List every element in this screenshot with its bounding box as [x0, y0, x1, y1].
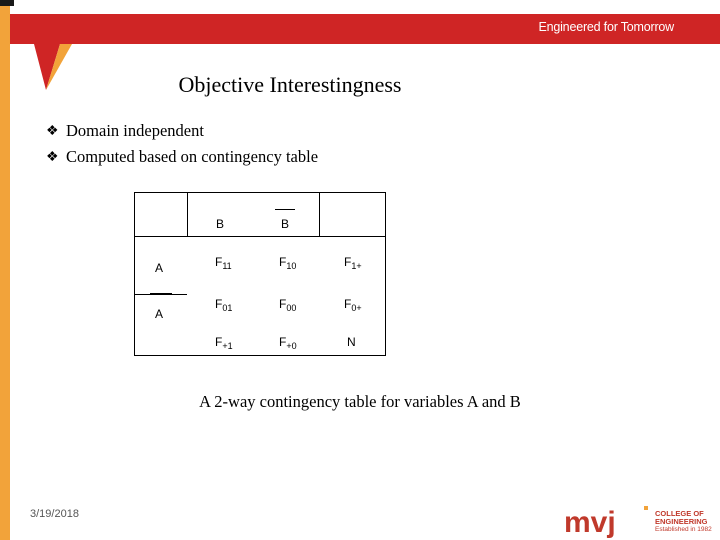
negation-overbar: [275, 209, 295, 210]
contingency-table: [134, 192, 386, 356]
slide-date: 3/19/2018: [30, 508, 79, 520]
logo-line: ENGINEERING: [655, 517, 708, 526]
bullet-list: [46, 118, 318, 170]
logo-line: Established in 1982: [655, 526, 712, 533]
bullet-text: Domain independent: [66, 121, 204, 140]
brand-tagline: Engineered for Tomorrow: [538, 20, 674, 34]
table-cell: N: [347, 335, 356, 349]
diamond-bullet-icon: ❖: [46, 123, 59, 139]
bullet-item: [46, 144, 318, 170]
col-header-not-b: B: [281, 217, 290, 231]
table-cell: $F_{11}$: [215, 255, 232, 271]
bullet-text: Computed based on contingency table: [66, 147, 319, 166]
table-cell: $F_{1+}$: [344, 255, 362, 271]
table-cell: $F_{10}$: [279, 255, 297, 271]
negation-overbar: [150, 293, 172, 294]
header-banner: [0, 0, 720, 120]
bullet-item: [46, 118, 318, 144]
row-header-a: A: [155, 261, 164, 275]
logo-dot: [644, 506, 648, 510]
table-cell: $F_{0+}$: [344, 297, 362, 313]
diamond-bullet-icon: ❖: [46, 149, 59, 165]
table-header-separator: [187, 193, 188, 236]
slide-title-text: Objective Interestingness: [178, 72, 402, 97]
col-header-b: B: [216, 217, 225, 231]
logo-wordmark: mvj: [564, 506, 616, 539]
table-caption: A 2-way contingency table for variables A and B: [199, 392, 521, 411]
table-header-separator: [319, 193, 320, 236]
row-header-not-a: A: [155, 307, 164, 321]
row-header-divider: [135, 294, 187, 295]
table-cell: $F_{+1}$: [215, 335, 233, 351]
table-cell: $F_{00}$: [279, 297, 297, 313]
corner-mark: [0, 0, 14, 6]
slide-title: [0, 72, 720, 98]
table-cell: $F_{+0}$: [279, 335, 297, 351]
logo-line: COLLEGE OF: [655, 509, 704, 518]
logo-caption: [655, 510, 712, 534]
table-cell: $F_{01}$: [215, 297, 233, 313]
table-header-divider: [135, 236, 385, 237]
